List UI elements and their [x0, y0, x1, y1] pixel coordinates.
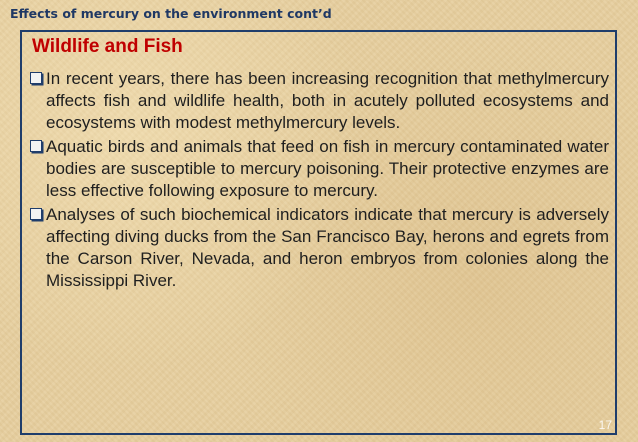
bullet-item — [22, 68, 617, 134]
content-frame — [20, 30, 617, 435]
checkbox-bullet-icon — [30, 140, 42, 152]
bullet-text: Analyses of such biochemical indicators indicate that mercury is adversely affecting diving ducks from the San Francisco Bay, herons and egrets from the Carson River, Nevada, and heron embryos from colonies along the Mississippi River. — [46, 205, 609, 290]
checkbox-bullet-icon — [30, 208, 42, 220]
checkbox-bullet-icon — [30, 72, 42, 84]
bullet-item — [22, 204, 617, 292]
section-title: Wildlife and Fish — [32, 36, 183, 57]
bullet-list — [22, 68, 617, 294]
slide-header-title: Effects of mercury on the environment cont’d — [10, 6, 332, 21]
bullet-text: In recent years, there has been increasing recognition that methylmercury affects fish and wildlife health, both in acutely polluted ecosystems and ecosystems with modest methylmercury levels. — [46, 69, 609, 132]
bullet-text: Aquatic birds and animals that feed on fish in mercury contaminated water bodies are susceptible to mercury poisoning. Their protective enzymes are less effective following exposure to mercury. — [46, 137, 609, 200]
page-number: 17 — [598, 418, 612, 432]
bullet-item — [22, 136, 617, 202]
